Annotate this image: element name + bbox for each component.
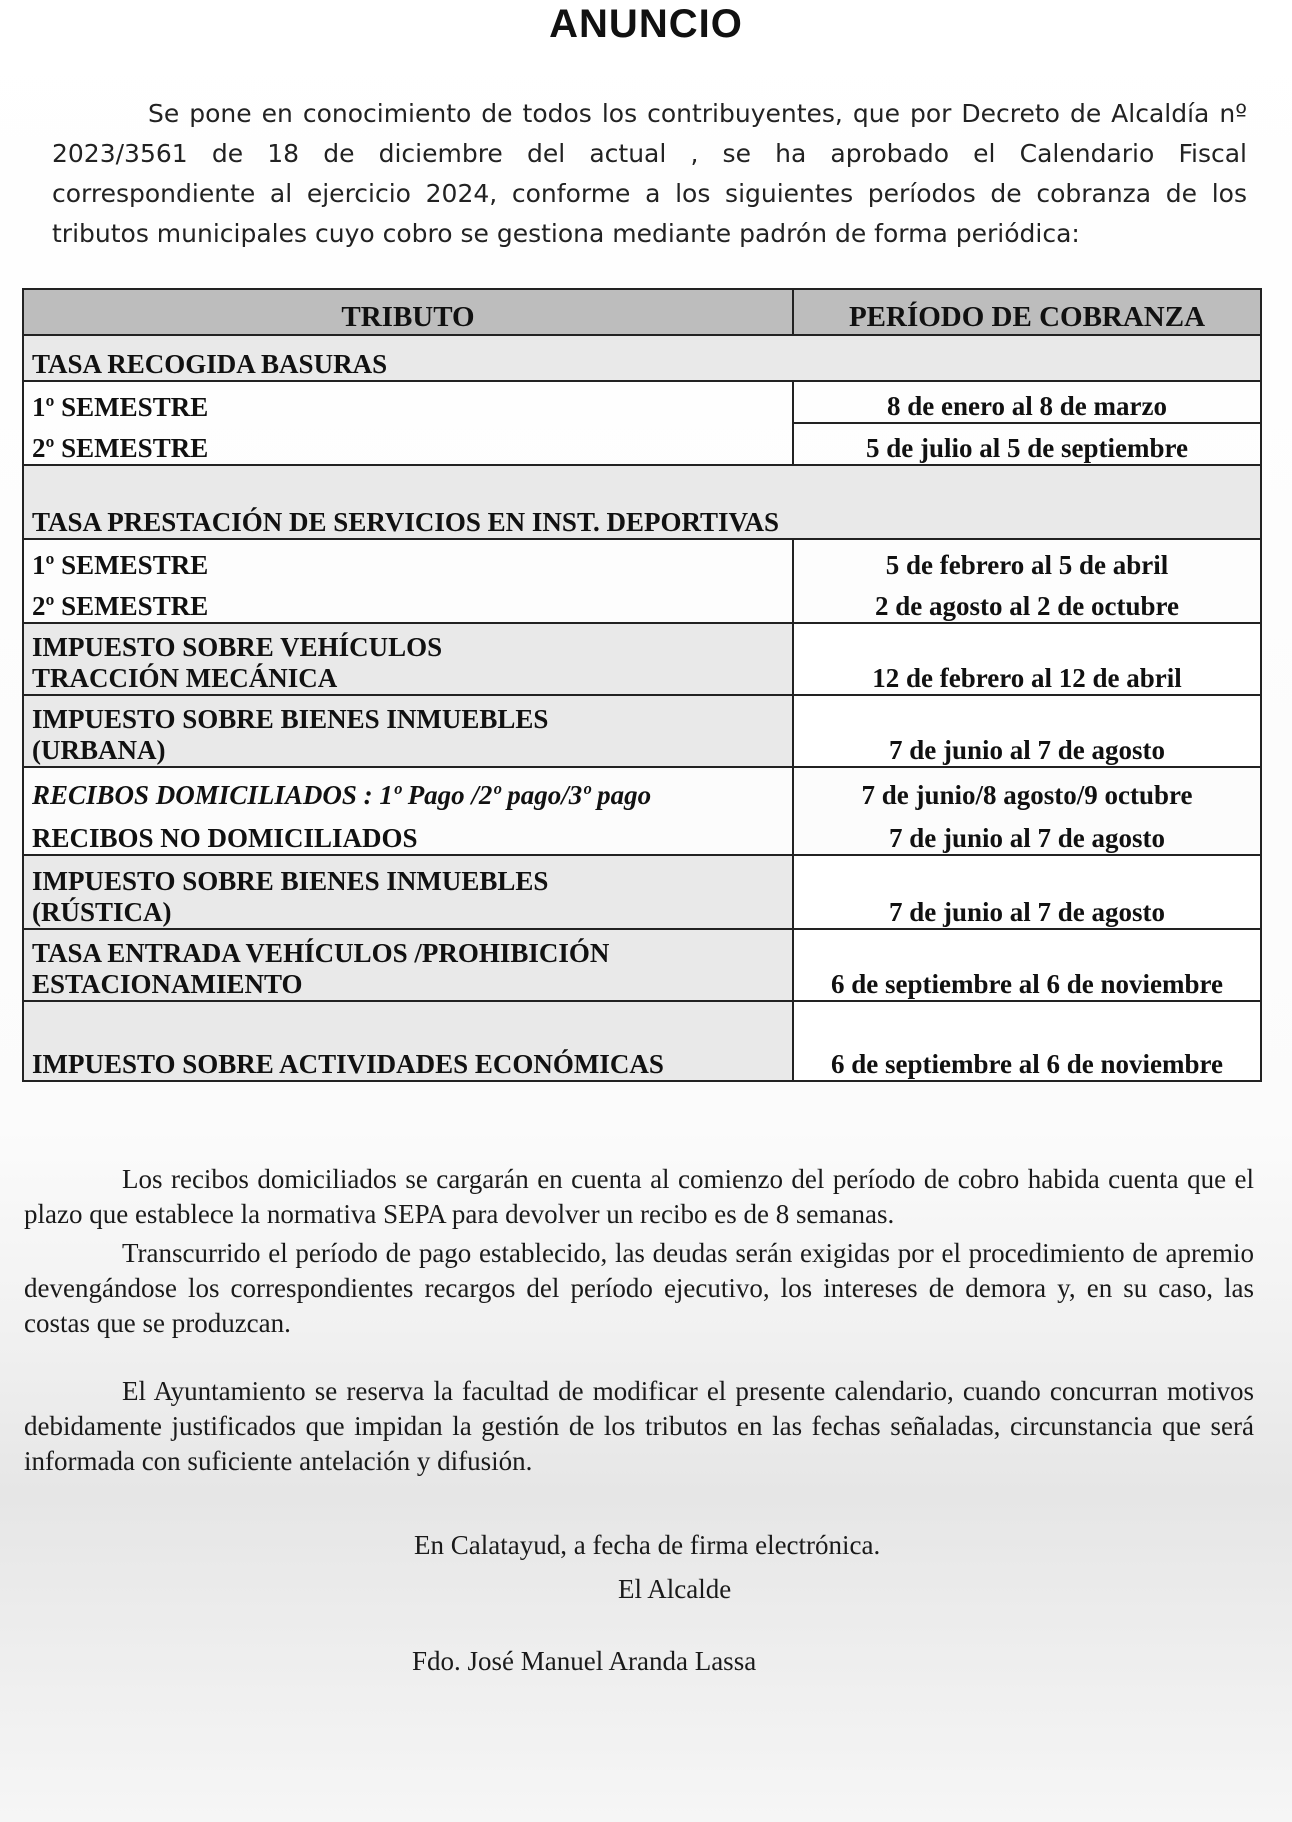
- table-row: [23, 539, 1261, 581]
- header-tributo: TRIBUTO: [23, 289, 793, 335]
- signature-name: Fdo. José Manuel Aranda Lassa: [412, 1646, 757, 1676]
- tributo-cell: 1º SEMESTRE: [23, 539, 793, 581]
- table-row: [23, 581, 1261, 623]
- periodo-cell: 8 de enero al 8 de marzo: [793, 381, 1261, 423]
- tributo-cell: 2º SEMESTRE: [23, 581, 793, 623]
- periodo-cell: 6 de septiembre al 6 de noviembre: [793, 1001, 1261, 1081]
- periodo-cell: 7 de junio/8 agosto/9 octubre: [793, 767, 1261, 811]
- paragraph-reserva: El Ayuntamiento se reserva la facultad de modificar el presente calendario, cuando concurran motivos debidamente justificados que impidan la gestión de los tributos en las fechas señaladas, circunstancia que será informada con suficiente antelación y difusión.: [24, 1376, 1254, 1476]
- table-row: [23, 381, 1261, 423]
- periodo-cell: 2 de agosto al 2 de octubre: [793, 581, 1261, 623]
- periodo-cell: 7 de junio al 7 de agosto: [793, 695, 1261, 767]
- signature-role: El Alcalde: [618, 1574, 732, 1604]
- tributo-cell: TASA ENTRADA VEHÍCULOS /PROHIBICIÓN ESTACIONAMIENTO: [23, 929, 793, 1001]
- tributo-cell: RECIBOS DOMICILIADOS : 1º Pago /2º pago/3º pago: [23, 767, 793, 811]
- periodo-cell: 12 de febrero al 12 de abril: [793, 623, 1261, 695]
- periodo-cell: 7 de junio al 7 de agosto: [793, 811, 1261, 855]
- tributo-cell: IMPUESTO SOBRE BIENES INMUEBLES (RÚSTICA): [23, 855, 793, 929]
- paragraph-apremio: Transcurrido el período de pago establecido, las deudas serán exigidas por el procedimiento de apremio devengándose los correspondientes recargos del período ejecutivo, los intereses de demora y, en su caso, las costas que se produzcan.: [24, 1238, 1254, 1338]
- table-header-row: [23, 289, 1261, 335]
- table-row: [23, 465, 1261, 539]
- tax-calendar-table: [22, 288, 1262, 1082]
- periodo-cell: 6 de septiembre al 6 de noviembre: [793, 929, 1261, 1001]
- table-row: [23, 929, 1261, 1001]
- table-row: [23, 855, 1261, 929]
- header-periodo: PERÍODO DE COBRANZA: [793, 289, 1261, 335]
- tributo-cell: IMPUESTO SOBRE VEHÍCULOS TRACCIÓN MECÁNICA: [23, 623, 793, 695]
- signature-place-date: En Calatayud, a fecha de firma electrónica.: [414, 1530, 881, 1560]
- table-row: [23, 811, 1261, 855]
- tributo-cell: IMPUESTO SOBRE BIENES INMUEBLES (URBANA): [23, 695, 793, 767]
- tributo-cell: IMPUESTO SOBRE ACTIVIDADES ECONÓMICAS: [23, 1001, 793, 1081]
- table-row: [23, 1001, 1261, 1081]
- tributo-cell: TASA RECOGIDA BASURAS: [23, 335, 1261, 381]
- table-row: [23, 695, 1261, 767]
- periodo-cell: 7 de junio al 7 de agosto: [793, 855, 1261, 929]
- table-row: [23, 767, 1261, 811]
- tributo-cell: 2º SEMESTRE: [23, 423, 793, 465]
- tributo-cell: 1º SEMESTRE: [23, 381, 793, 423]
- tributo-cell: TASA PRESTACIÓN DE SERVICIOS EN INST. DEPORTIVAS: [23, 465, 1261, 539]
- intro-paragraph: Se pone en conocimiento de todos los contribuyentes, que por Decreto de Alcaldía nº 2023/3561 de 18 de diciembre del actual , se ha aprobado el Calendario Fiscal correspondiente al ejercicio 2024, conforme a los siguientes períodos de cobranza de los tributos municipales cuyo cobro se gestiona mediante padrón de forma periódica:: [52, 99, 1247, 248]
- periodo-cell: 5 de julio al 5 de septiembre: [793, 423, 1261, 465]
- periodo-cell: 5 de febrero al 5 de abril: [793, 539, 1261, 581]
- paragraph-domiciliados: Los recibos domiciliados se cargarán en cuenta al comienzo del período de cobro habida cuenta que el plazo que establece la normativa SEPA para devolver un recibo es de 8 semanas.: [24, 1164, 1254, 1229]
- tributo-cell: RECIBOS NO DOMICILIADOS: [23, 811, 793, 855]
- table-row: [23, 335, 1261, 381]
- table-row: [23, 623, 1261, 695]
- document-title: ANUNCIO: [549, 2, 743, 46]
- table-row: [23, 423, 1261, 465]
